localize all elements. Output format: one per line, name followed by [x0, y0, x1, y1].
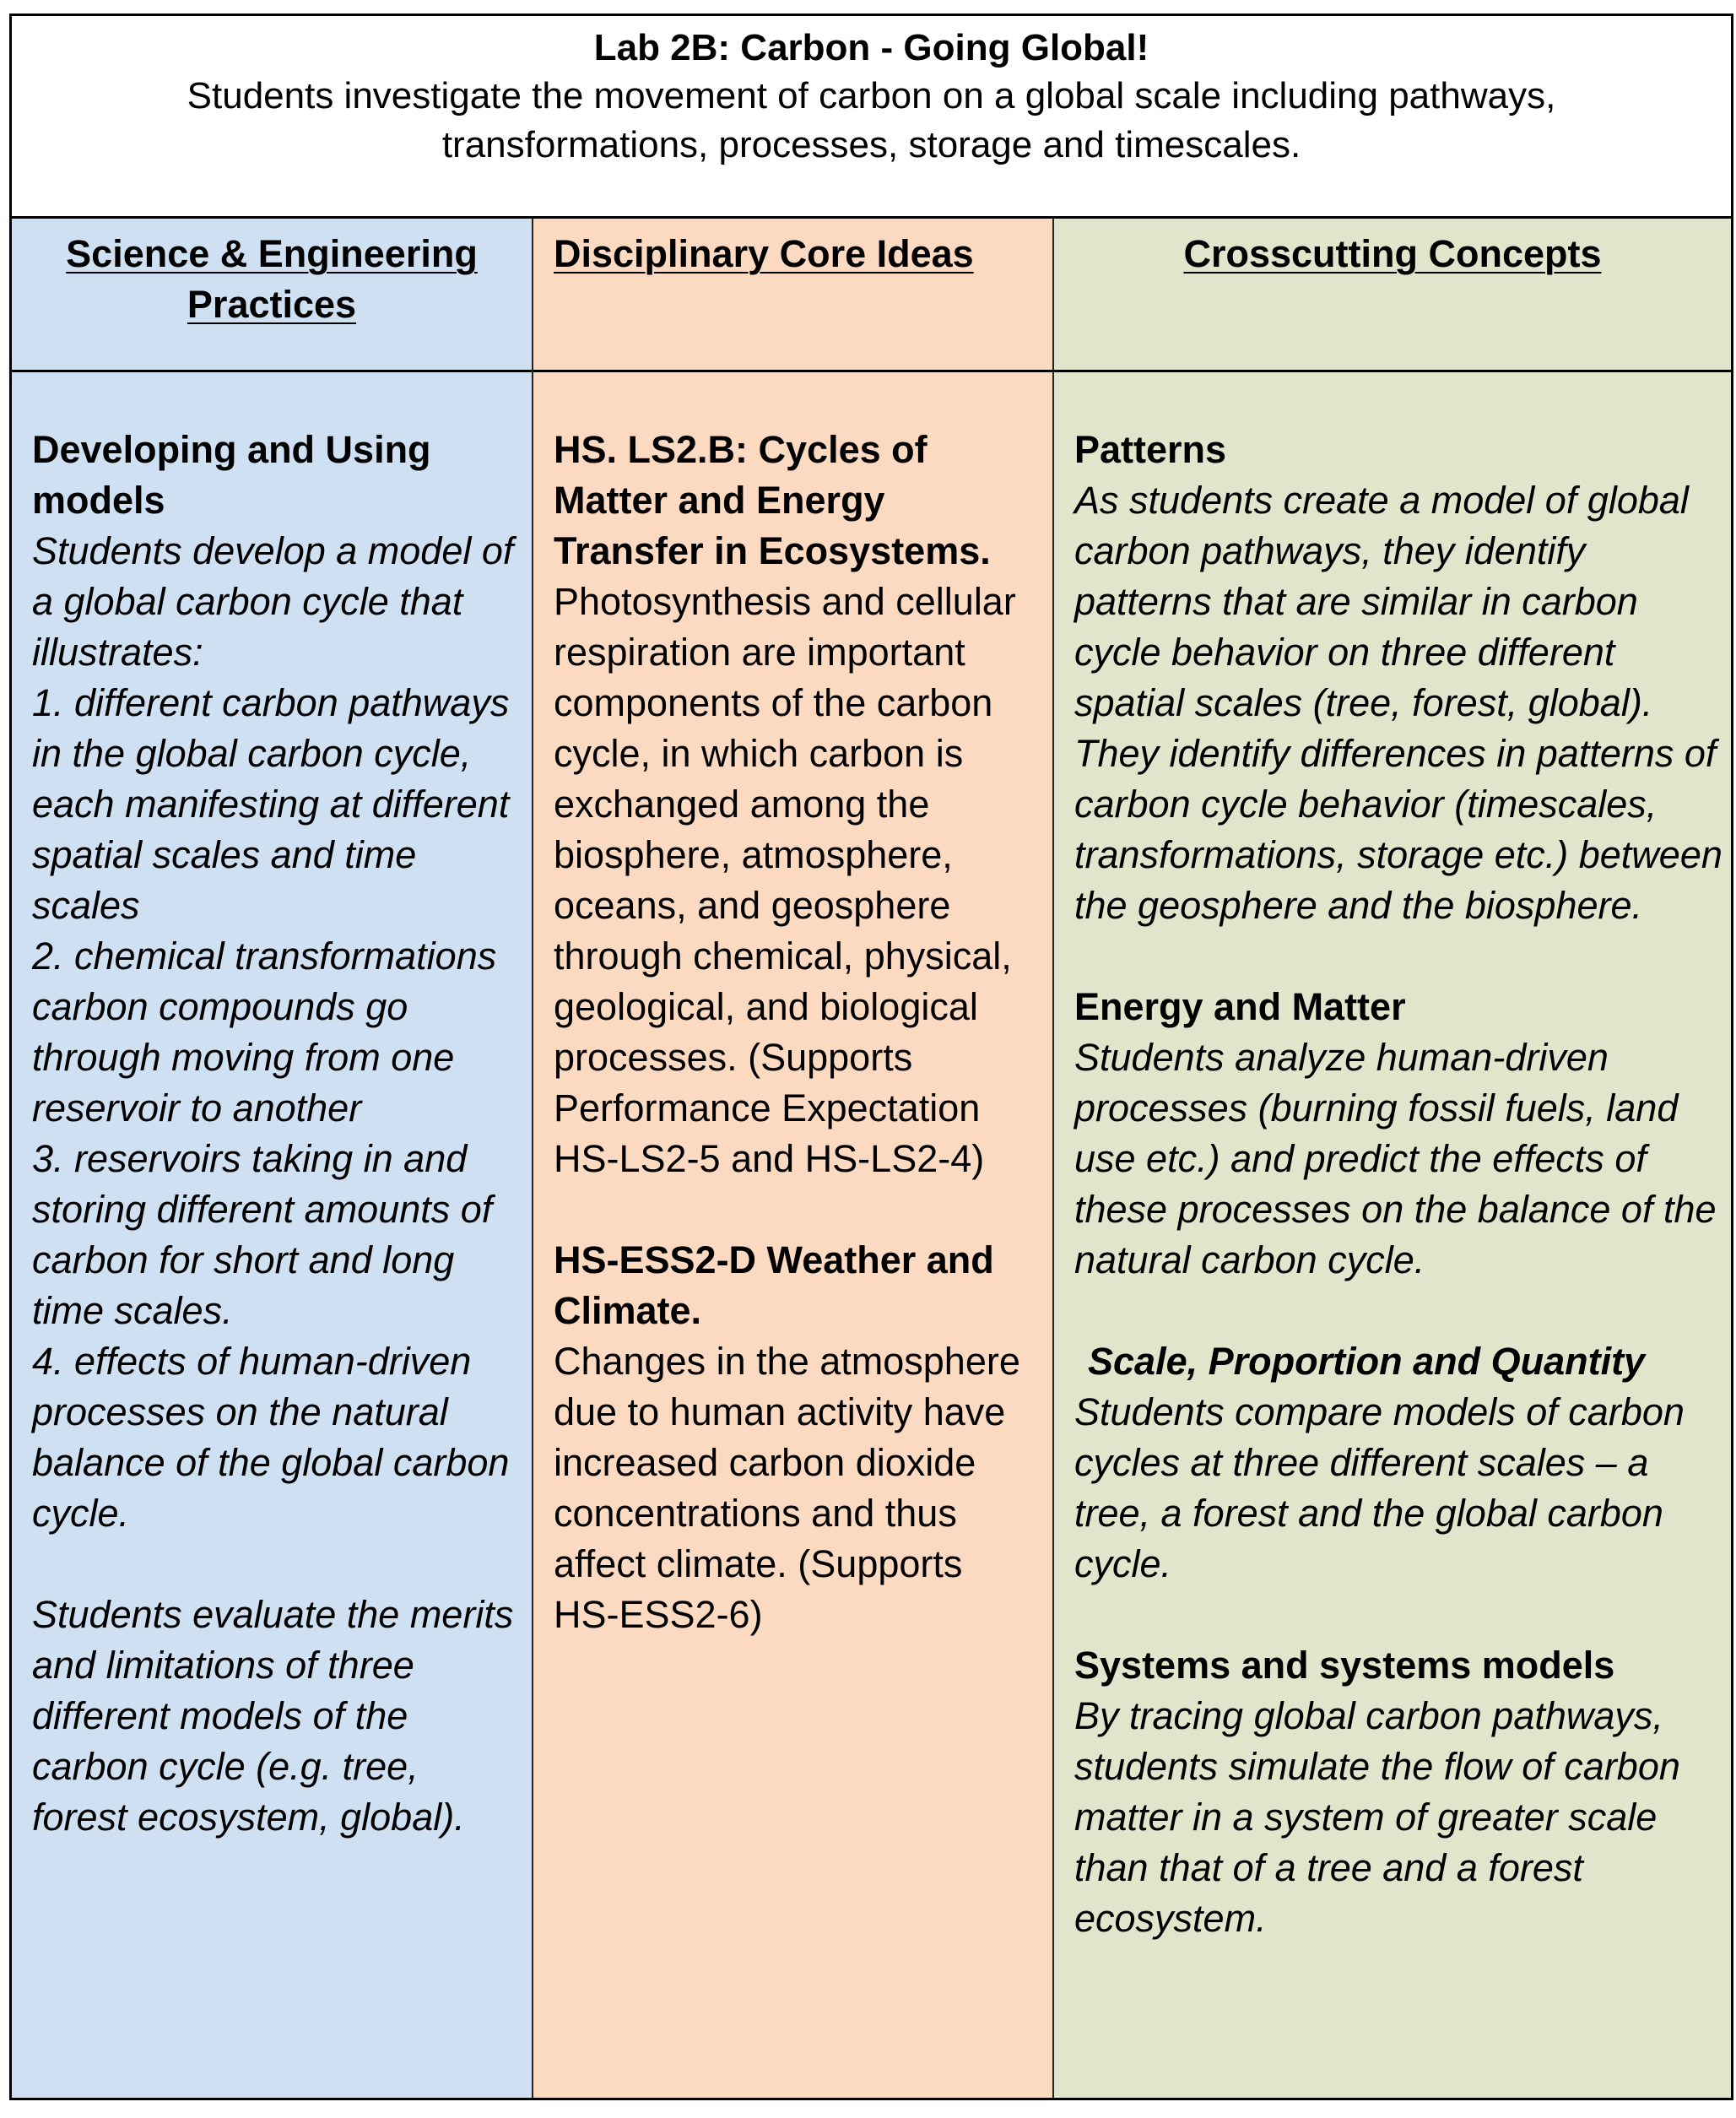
ccc-text: By tracing global carbon pathways, students simulate the flow of carbon matter in a system of greater scale than that of a tree and a forest ecosystem.: [1074, 1694, 1680, 1940]
column-header-label: Crosscutting Concepts: [1183, 232, 1602, 275]
spacer: [554, 1184, 1037, 1235]
ccc-text: They identify differences in patterns of carbon cycle behavior (timescales, transformations, storage etc.) between the geosphere and the biosphere.: [1074, 732, 1722, 927]
ccc-text: Students analyze human-driven processes (burning fossil fuels, land use etc.) and predict the effects of these processes on the balance of the natural carbon cycle.: [1074, 1036, 1717, 1281]
column-header: [533, 219, 1052, 372]
dci-heading: HS. LS2.B: Cycles of Matter and Energy Transfer in Ecosystems.: [554, 428, 991, 572]
dci-text: Photosynthesis and cellular respiration are important components of the carbon cycle, in which carbon is exchanged among the biosphere, atmosphere, oceans, and geosphere through chemical, physical, geological, and biological processes. (Supports Performance Expectation HS-LS2-5 and HS-LS2-4): [554, 580, 1016, 1180]
page-title: Lab 2B: Carbon - Going Global!: [593, 27, 1149, 68]
column-body: [12, 372, 532, 1843]
page-subtitle: Students investigate the movement of carbon on a global scale including pathways, transformations, processes, storage and timescales.: [187, 75, 1556, 165]
column-body: [1054, 372, 1731, 1944]
practice-intro: Students develop a model of a global carbon cycle that illustrates:: [32, 529, 514, 674]
standards-table: [9, 14, 1733, 2100]
spacer: [1074, 1590, 1722, 1640]
practice-item: 3. reservoirs taking in and storing different amounts of carbon for short and long time scales.: [32, 1137, 493, 1332]
practice-closing: Students evaluate the merits and limitations of three different models of the carbon cycle (e.g. tree, forest ecosystem, global).: [32, 1593, 514, 1839]
spacer: [1074, 931, 1722, 982]
practice-heading: Developing and Using models: [32, 428, 431, 522]
column-disciplinary-core-ideas: [533, 219, 1054, 2098]
dci-heading: HS-ESS2-D Weather and Climate.: [554, 1238, 994, 1332]
practice-item: 4. effects of human-driven processes on the natural balance of the global carbon cycle.: [32, 1340, 510, 1535]
column-header: [1054, 219, 1731, 372]
practice-item: 2. chemical transformations carbon compounds go through moving from one reservoir to another: [32, 934, 497, 1129]
ccc-heading: Energy and Matter: [1074, 985, 1406, 1028]
spacer: [32, 1539, 516, 1590]
spacer: [1074, 1286, 1722, 1336]
ccc-heading: Scale, Proportion and Quantity: [1088, 1340, 1646, 1383]
ccc-heading: Systems and systems models: [1074, 1644, 1615, 1687]
ccc-heading: Patterns: [1074, 428, 1227, 471]
column-header-label: Science & Engineering Practices: [66, 232, 478, 326]
column-header-label: Disciplinary Core Ideas: [554, 232, 974, 275]
practice-item: 1. different carbon pathways in the global carbon cycle, each manifesting at different spatial scales and time scales: [32, 681, 510, 927]
column-crosscutting-concepts: [1054, 219, 1731, 2098]
ccc-text: Students compare models of carbon cycles at three different scales – a tree, a forest and the global carbon cycle.: [1074, 1390, 1685, 1585]
column-header: [12, 219, 532, 372]
ccc-text: As students create a model of global carbon pathways, they identify patterns that are similar in carbon cycle behavior on three different spatial scales (tree, forest, global).: [1074, 479, 1689, 724]
dci-text: Changes in the atmosphere due to human activity have increased carbon dioxide concentrations and thus affect climate. (Supports HS-ESS2-6): [554, 1340, 1020, 1636]
title-row: [12, 16, 1731, 219]
column-body: [533, 372, 1052, 1640]
column-science-engineering-practices: [12, 219, 533, 2098]
